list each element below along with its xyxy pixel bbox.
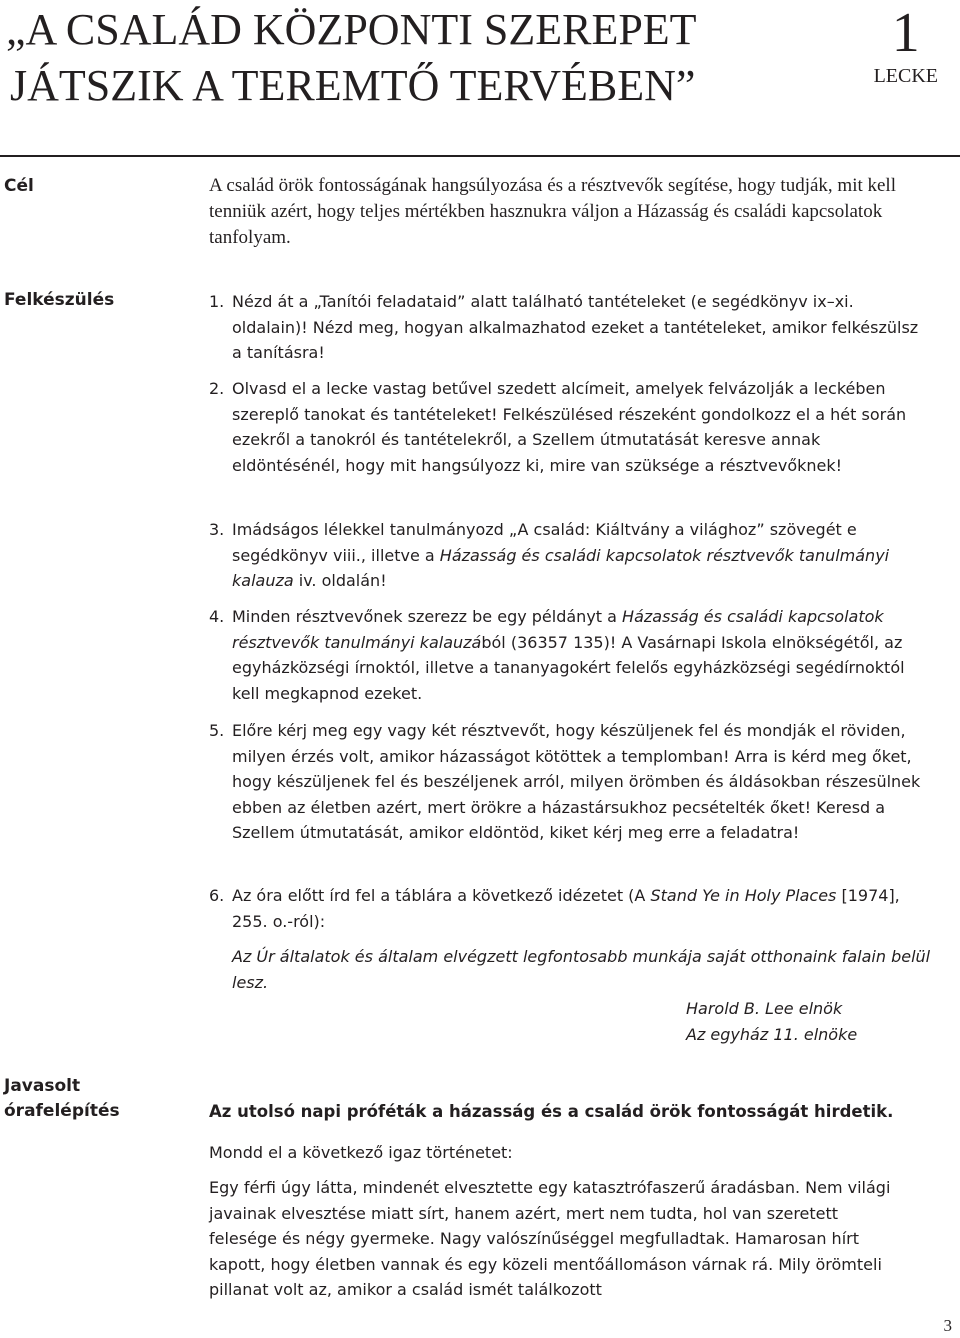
page-number: 3	[943, 1316, 952, 1335]
lesson-title	[6, 2, 697, 114]
lesson-number: 1	[891, 2, 920, 64]
item-text: Minden résztvevőnek szerezz be egy példányt a Házasság és családi kapcsolatok résztvevők tanulmányi kalauzából (36357 135)! A Vasárnapi Iskola elnökségétől, az egyházközségi írnoktól, illetve a tananyagokért felelős egyházközségi segédírnoktól kell megkapnod ezeket.	[232, 607, 905, 703]
title-line-1: „A CSALÁD KÖZPONTI SZEREPET	[6, 5, 697, 54]
list-item	[209, 289, 931, 366]
javasolt-label	[4, 1074, 120, 1124]
header-divider	[0, 155, 960, 157]
felkeszules-label: Felkészülés	[4, 290, 115, 310]
title-line-2: JÁTSZIK A TEREMTŐ TERVÉBEN”	[10, 61, 696, 110]
italic-title: Házasság és családi kapcsolatok résztvevők tanulmányi kalauzá	[232, 607, 884, 652]
item-text: Olvasd el a lecke vastag betűvel szedett alcímeit, amelyek felvázolják a leckében szereplő tanokat és tantételeket! Felkészülésed részeként gondolkozz el a hét során ezekről a tanokról és tantételekről, a Szellem útmutatását keresve annak eldöntésénél, hogy mit hangsúlyozz ki, mire van szüksége a résztvevőknek!	[232, 379, 907, 475]
javasolt-label-line-1: Javasolt	[4, 1076, 81, 1096]
item-number: 5.	[209, 721, 225, 740]
javasolt-label-line-2: órafelépítés	[4, 1101, 120, 1121]
item-text: Nézd át a „Tanítói feladataid” alatt található tantételeket (e segédkönyv ix–xi. oldalain)! Nézd meg, hogyan alkalmazhatod ezeket a tantételeket, amikor felkészülsz a tanításra!	[232, 292, 919, 362]
item-number: 4.	[209, 607, 225, 626]
cel-text: A család örök fontosságának hangsúlyozása és a résztvevők segítése, hogy tudják, mit kell tenniük azért, hogy teljes mértékben hasznukra váljon a Házasság és családi kapcsolatok tanfolyam.	[209, 175, 896, 248]
list-item	[209, 376, 931, 478]
lesson-word: LECKE	[873, 65, 938, 87]
list-item	[209, 604, 931, 706]
item-text: Előre kérj meg egy vagy két résztvevőt, hogy készüljenek fel és mondják el röviden, milyen érzés volt, amikor házasságot kötöttek a templomban! Arra is kérd meg őket, hogy készüljenek fel és beszéljenek arról, milyen örömben és áldásokban részesülnek ebben az életben azért, mert örökre a házastársukhoz pecsételték őket! Keresd a Szellem útmutatását, amikor eldöntöd, kiket kérj meg erre a feladatra!	[232, 721, 921, 842]
italic-title: Stand Ye in Holy Places	[650, 886, 837, 905]
item-text: Imádságos lélekkel tanulmányozd „A család: Kiáltvány a világhoz” szövegét e segédkönyv viii., illetve a Házasság és családi kapcsolatok résztvevők tanulmányi kalauza iv. oldalán!	[232, 520, 890, 590]
quote-text: Az Úr általatok és általam elvégzett legfontosabb munkája saját otthonaink falain belül lesz.	[232, 947, 931, 992]
intro-text: Mondd el a következő igaz történetet:	[209, 1143, 513, 1162]
italic-title: Házasság és családi kapcsolatok résztvevők tanulmányi kalauza	[232, 545, 890, 590]
lesson-marker	[874, 2, 938, 88]
list-item	[209, 883, 931, 934]
item-number: 2.	[209, 379, 225, 398]
item-text: Az óra előtt írd fel a táblára a következő idézetet (A Stand Ye in Holy Places [1974], 255. o.-ról):	[232, 886, 900, 931]
item-number: 3.	[209, 520, 225, 539]
story-text: Egy férfi úgy látta, mindenét elvesztette egy katasztrófaszerű áradásban. Nem világi javainak elvesztése miatt sírt, hanem azért, mert nem tudta, hol van szeretett felesége és négy gyermeke. Nagy valószínűséggel megfulladtak. Hamarosan hírt kapott, hogy életben vannak és egy közeli mentőállomáson várnak rá. Mily örömteli pillanat volt az, amikor a család ismét találkozott	[209, 1178, 891, 1299]
item-number: 6.	[209, 886, 225, 905]
cel-label: Cél	[4, 176, 34, 196]
list-item	[209, 718, 931, 846]
section-heading: Az utolsó napi próféták a házasság és a család örök fontosságát hirdetik.	[209, 1102, 894, 1121]
item-number: 1.	[209, 292, 225, 311]
quote-author-title: Az egyház 11. elnöke	[686, 1025, 858, 1044]
list-item	[209, 517, 931, 594]
quote-author: Harold B. Lee elnök	[686, 999, 843, 1018]
